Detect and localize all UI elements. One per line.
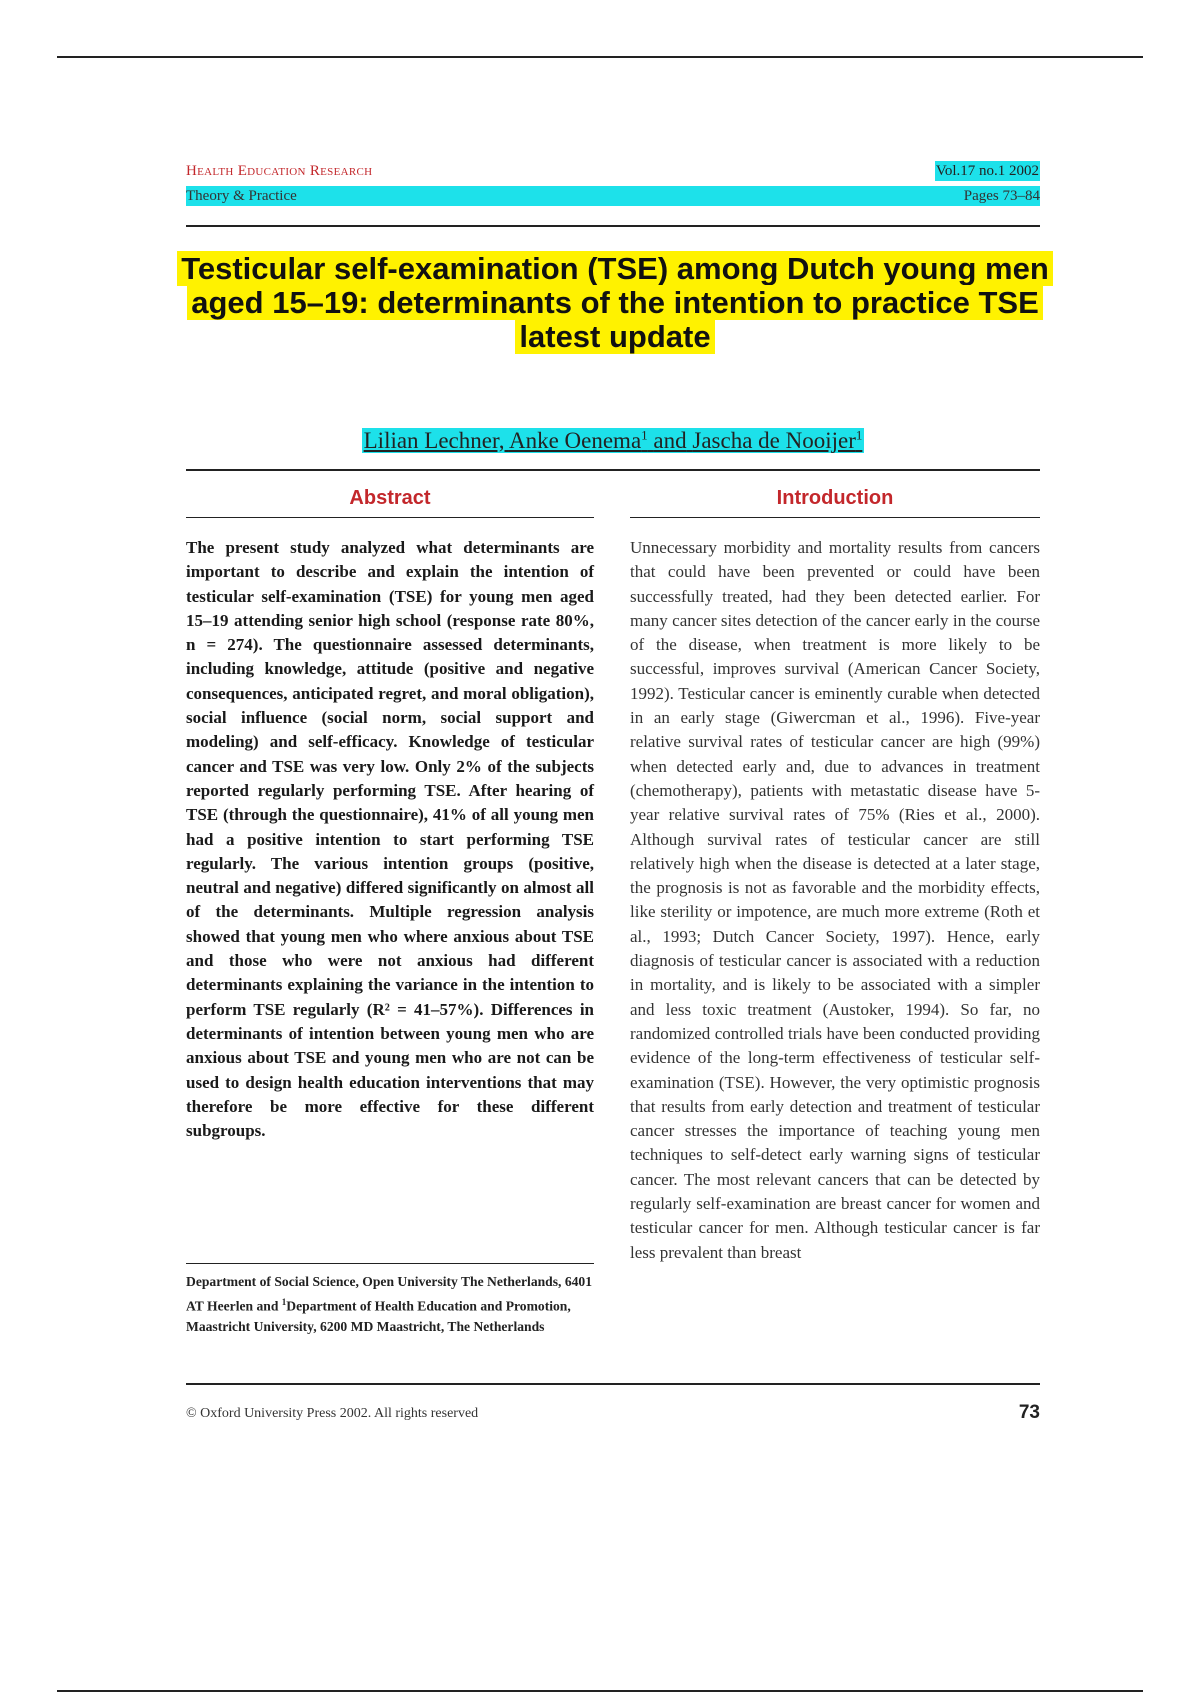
journal-header-line-2: [186, 186, 1040, 206]
copyright-notice: © Oxford University Press 2002. All rights reserved: [186, 1406, 479, 1421]
author-affiliation: [186, 1272, 594, 1337]
author-list-highlight: [362, 428, 865, 453]
volume-issue: Vol.17 no.1 2002: [935, 163, 1039, 179]
journal-name: Health Education Research: [186, 163, 373, 179]
affiliation-rule: [186, 1263, 594, 1264]
top-page-rule: [57, 56, 1143, 58]
abstract-heading: Abstract: [349, 487, 431, 509]
introduction-heading: Introduction: [776, 487, 894, 509]
abstract-body: The present study analyzed what determinants are important to describe and explain the intention of testicular self-examination (TSE) for young men aged 15–19 attending senior high school (response rate 80%, n = 274). The questionnaire assessed determinants, including knowledge, attitude (positive and negative consequences, anticipated regret, and moral obligation), social influence (social norm, social support and modeling) and self-efficacy. Knowledge of testicular cancer and TSE was very low. Only 2% of the subjects reported regularly performing TSE. After hearing of TSE (through the questionnaire), 41% of all young men had a positive intention to start performing TSE regularly. The various intention groups (positive, neutral and negative) differed significantly on almost all of the determinants. Multiple regression analysis showed that young men who where anxious about TSE and those who were not anxious had different determinants explaining the variance in the intention to perform TSE regularly (R² = 41–57%). Differences in determinants of intention between young men who are anxious about TSE and young men who are not can be used to design health education interventions that may therefore be more effective for these different subgroups.: [186, 538, 594, 1141]
author-de-nooijer-affiliation-mark: 1: [855, 427, 863, 442]
bottom-page-rule: [57, 1690, 1143, 1692]
page-number: 73: [1018, 1402, 1040, 1423]
author-list: [186, 420, 1040, 456]
introduction-body: Unnecessary morbidity and mortality results from cancers that could have been prevented or could have been successfully treated, had they been detected earlier. For many cancer sites detection of the cancer early in the course of the disease, when treatment is more likely to be successful, improves survival (American Cancer Society, 1992). Testicular cancer is eminently curable when detected in an early stage (Giwercman et al., 1996). Five-year relative survival rates of testicular cancer are high (99%) when detected early and, due to advances in treatment (chemotherapy), patients with metastatic disease have 5-year relative survival rates of 75% (Ries et al., 2000). Although survival rates of testicular cancer are still relatively high when the disease is detected at a later stage, the prognosis is not as favorable and the morbidity effects, like sterility or impotence, are much more extreme (Roth et al., 1993; Dutch Cancer Society, 1997). Hence, early diagnosis of testicular cancer is associated with a reduction in mortality, and is likely to be associated with a simpler and less toxic treatment (Austoker, 1994). So far, no randomized controlled trials have been conducted providing evidence of the long-term effectiveness of testicular self-examination (TSE). However, the very optimistic prognosis that results from early detection and treatment of testicular cancer stresses the importance of teaching young men techniques to self-detect early warning signs of testicular cancer. The most relevant cancers that can be detected by regularly self-examination are breast cancer for women and testicular cancer for men. Although testicular cancer is far less prevalent than breast: [630, 538, 1040, 1262]
affiliation-part-2: Department of Health Education and Promotion, Maastricht University, 6200 MD Maastricht, The Netherlands: [186, 1298, 571, 1334]
author-oenema-affiliation-mark: 1: [641, 427, 648, 442]
header-rule: [186, 225, 1040, 227]
author-oenema: Anke Oenema: [508, 427, 642, 453]
affiliation-part-1: Department of Social Science, Open University The Netherlands, 6401 AT Heerlen and: [186, 1274, 593, 1314]
author-conjunction: and: [653, 427, 687, 453]
authors-rule: [186, 469, 1040, 471]
article-title: [150, 252, 1080, 354]
affiliation-mark: 1: [281, 1297, 287, 1307]
article-title-text: Testicular self-examination (TSE) among Dutch young men aged 15–19: determinants of the intention to practice TSE latest update: [177, 251, 1053, 354]
journal-subtitle: Theory & Practice: [186, 188, 297, 204]
author-de-nooijer: Jascha de Nooijer: [692, 427, 856, 453]
introduction-heading-rule: [630, 517, 1040, 518]
footer-rule: [186, 1383, 1040, 1385]
page-range: Pages 73–84: [963, 188, 1040, 204]
journal-header-line-1: [186, 161, 1040, 181]
abstract-heading-rule: [186, 517, 594, 518]
author-lechner: Lilian Lechner,: [363, 427, 505, 453]
